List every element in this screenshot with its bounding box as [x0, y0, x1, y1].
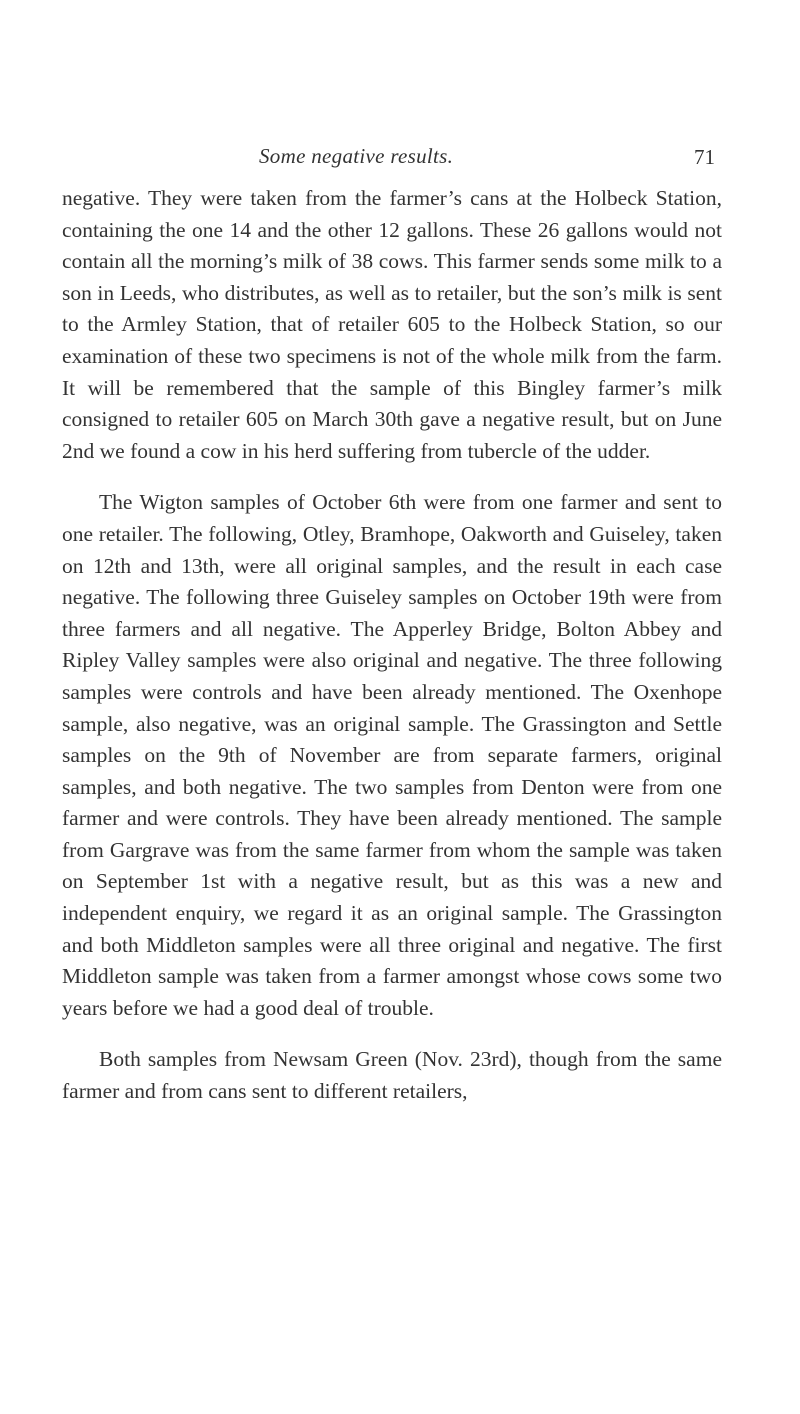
- paragraph-wigton-samples: The Wigton samples of October 6th were from one farmer and sent to one retailer. The following, Otley, Bramhope, Oakworth and Guiseley, taken on 12th and 13th, were all original samples, and the result in each case negative. The following three Guiseley samples on October 19th were from three farmers and all negative. The Apperley Bridge, Bolton Abbey and Ripley Valley samples were also original and negative. The three following samples were controls and have been already mentioned. The Oxenhope sample, also negative, was an original sample. The Grassington and Settle samples on the 9th of November are from separate farmers, original samples, and both negative. The two samples from Denton were from one farmer and were controls. They have been already mentioned. The sample from Gargrave was from the same farmer from whom the sample was taken on September 1st with a negative result, but as this was a new and independent enquiry, we regard it as an original sample. The Grassington and both Middleton samples were all three original and negative. The first Middleton sample was taken from a farmer amongst whose cows some two years before we had a good deal of trouble.: [62, 490, 722, 1020]
- paragraph-continued: negative. They were taken from the farmer’s cans at the Holbeck Station, containing the one 14 and the other 12 gallons. These 26 gallons would not contain all the morning’s milk of 38 cows. This farmer sends some milk to a son in Leeds, who distributes, as well as to retailer, but the son’s milk is sent to the Armley Station, that of retailer 605 to the Holbeck Station, so our examination of these two specimens is not of the whole milk from the farm. It will be remembered that the sample of this Bingley farmer’s milk consigned to retailer 605 on March 30th gave a negative result, but on June 2nd we found a cow in his herd suffering from tubercle of the udder.: [62, 186, 722, 463]
- running-head: [0, 144, 800, 174]
- body-text: [62, 183, 722, 1108]
- page-number: 71: [694, 145, 715, 169]
- running-head-title: Some negative results.: [259, 144, 454, 168]
- paragraph-newsam-green: Both samples from Newsam Green (Nov. 23rd), though from the same farmer and from cans sent to different retailers,: [62, 1047, 722, 1104]
